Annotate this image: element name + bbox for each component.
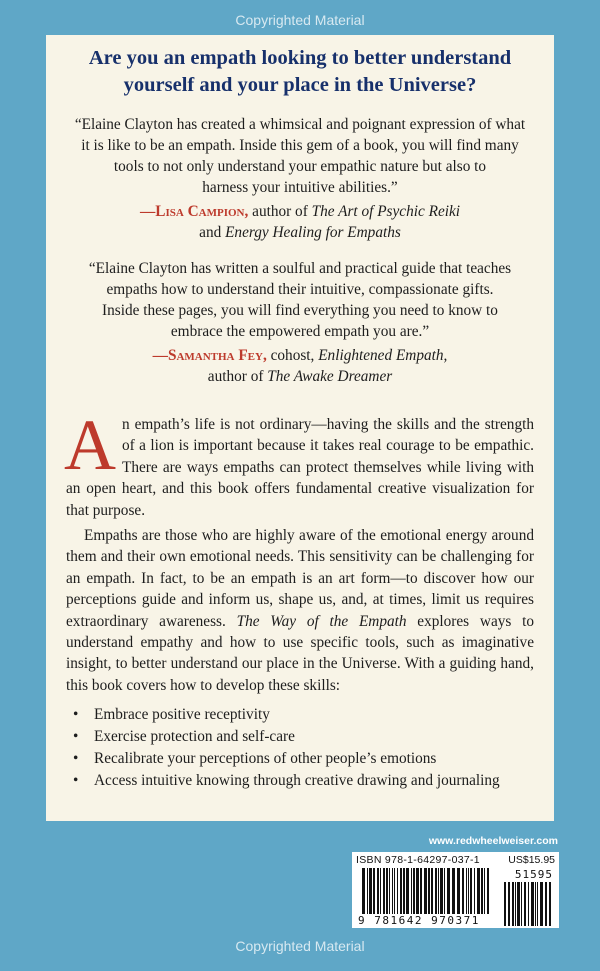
- description-paragraph: [66, 525, 534, 696]
- price-code-digits: 51595: [514, 868, 553, 881]
- list-item-text: Exercise protection and self-care: [94, 728, 295, 746]
- intro-text: n empath’s life is not ordinary—having the skills and the strength of a lion is important because it takes real courage to be empathic. There are ways empaths can protect themselves while living with an open heart, and this book offers fundamental creative visualization for that purpose.: [66, 416, 534, 519]
- headline-line-2: yourself and your place in the Universe?: [123, 74, 477, 96]
- quote-line: tools to not only understand your empathic nature but also to: [113, 158, 487, 175]
- intro-paragraph: [64, 405, 534, 521]
- back-cover-panel: [46, 35, 554, 821]
- isbn-text: ISBN 978-1-64297-037-1: [356, 854, 480, 866]
- author-of-text: author of: [248, 203, 312, 220]
- bullet-icon: •: [73, 750, 79, 768]
- list-item: [66, 770, 534, 792]
- endorser-dash: —: [152, 347, 168, 364]
- quote-line: embrace the empowered empath you are.”: [170, 323, 430, 340]
- headline-line-1: Are you an empath looking to better understand: [88, 47, 512, 69]
- list-item: [66, 726, 534, 748]
- endorser-name: Samantha Fey,: [167, 347, 267, 364]
- endorsement-attribution-1: [66, 201, 534, 243]
- quote-line: it is like to be an empath. Inside this gem of a book, you will find many: [81, 137, 519, 154]
- endorsement-attribution-2: [66, 345, 534, 387]
- role-text: cohost,: [266, 347, 319, 364]
- list-item: [66, 748, 534, 770]
- isbn-barcode-icon: [362, 868, 492, 914]
- endorsement-quote-2: [66, 258, 534, 342]
- and-text: and: [199, 224, 226, 241]
- watermark-top: Copyrighted Material: [235, 12, 365, 28]
- watermark-bottom: Copyrighted Material: [235, 938, 365, 954]
- publisher-url[interactable]: www.redwheelweiser.com: [428, 835, 558, 847]
- book-title: The Art of Psychic Reiki: [311, 203, 461, 220]
- quote-line: empaths how to understand their intuitive, compassionate gifts.: [106, 281, 494, 298]
- bullet-icon: •: [73, 728, 79, 746]
- endorser-name: Lisa Campion,: [155, 203, 249, 220]
- headline: [66, 45, 534, 99]
- list-item-text: Recalibrate your perceptions of other people’s emotions: [94, 750, 437, 768]
- book-title: The Way of the Empath: [236, 612, 407, 630]
- quote-line: “Elaine Clayton has written a soulful and practical guide that teaches: [88, 260, 512, 277]
- price-barcode-icon: [504, 882, 552, 926]
- price-text: US$15.95: [508, 854, 555, 866]
- show-title: Enlightened Empath,: [318, 347, 448, 364]
- paragraph-text: Empaths are those who are highly aware of the emotional energy around them and their own emotional needs. This sensitivity can be challenging for an empath. In fact, to be an empath is an art form—to discover how our perceptions guide and inform us, shape us, and, at times, limit us requires extraordinary awareness.: [66, 527, 534, 630]
- skills-list: [66, 704, 534, 792]
- endorser-dash: —: [139, 203, 156, 220]
- barcode-box: [352, 852, 559, 928]
- endorsement-quote-1: [66, 114, 534, 198]
- quote-line: harness your intuitive abilities.”: [202, 179, 398, 196]
- quote-line: “Elaine Clayton has created a whimsical and poignant expression of what: [74, 116, 526, 133]
- list-item-text: Embrace positive receptivity: [94, 706, 270, 724]
- book-title: Energy Healing for Empaths: [225, 224, 401, 241]
- bullet-icon: •: [73, 706, 79, 724]
- list-item-text: Access intuitive knowing through creative drawing and journaling: [94, 772, 500, 790]
- bullet-icon: •: [73, 772, 79, 790]
- barcode-digits: 9 781642 970371: [358, 914, 480, 927]
- author-of-text: author of: [207, 368, 268, 385]
- drop-cap: A: [64, 405, 116, 485]
- paragraph-text: explores ways to understand empathy and how to use specific tools, such as imaginative insight, to better understand our place in the Universe. With a guiding hand, this book covers how to develop these skills:: [66, 612, 534, 694]
- quote-line: Inside these pages, you will find everything you need to know to: [102, 302, 498, 319]
- book-title: The Awake Dreamer: [267, 368, 393, 385]
- list-item: [66, 704, 534, 726]
